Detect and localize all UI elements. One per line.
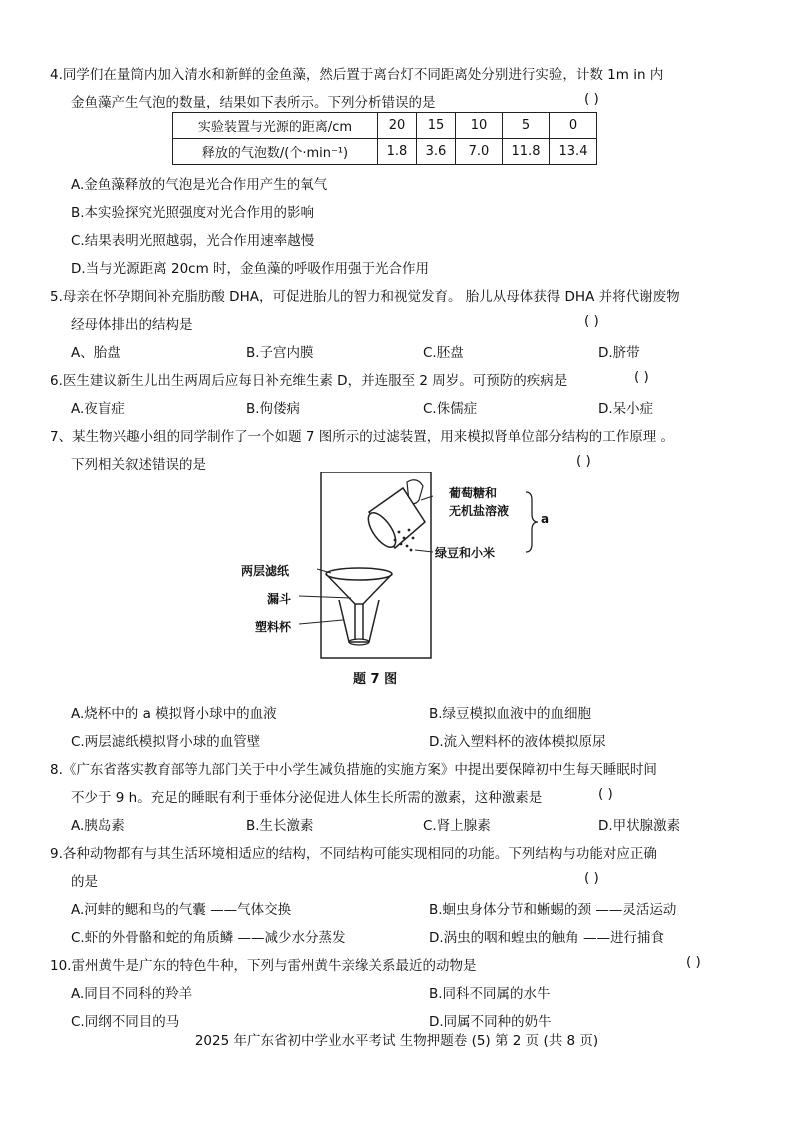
q4-answer-bracket: ( ) xyxy=(584,91,599,107)
q7-option-c: C.两层滤纸模拟肾小球的血管壁 xyxy=(71,734,261,750)
q6-option-b: B.佝偻病 xyxy=(246,401,301,417)
q5-option-b: B.子宫内膜 xyxy=(246,345,314,361)
fig-label-filter-paper: 两层滤纸 xyxy=(241,564,290,578)
q7-stem-line1: 7、某生物兴趣小组的同学制作了一个如题 7 图所示的过滤装置，用来模拟肾单位部分结构的工作原理 。 xyxy=(50,429,675,445)
q8-stem-line1: 8.《广东省落实教育部等九部门关于中小学生减负措施的实施方案》中提出要保障初中生每天睡眠时间 xyxy=(50,762,657,778)
q8-option-b: B.生长激素 xyxy=(246,818,314,834)
q9-stem-line1: 9.各种动物都有与其生活环境相适应的结构，不同结构可能实现相同的功能。下列结构与功能对应正确 xyxy=(50,846,657,862)
q10-option-a: A.同目不同科的羚羊 xyxy=(71,986,193,1002)
fig-label-plastic-cup: 塑料杯 xyxy=(255,620,292,634)
q9-option-a: A.河蚌的鳃和鸟的气囊 ——气体交换 xyxy=(71,902,292,918)
q8-option-c: C.肾上腺素 xyxy=(423,818,491,834)
q5-option-c: C.胚盘 xyxy=(423,345,464,361)
table-cell: 1.8 xyxy=(378,139,417,165)
q5-option-d: D.脐带 xyxy=(598,345,640,361)
q4-data-table xyxy=(172,112,597,165)
q6-option-d: D.呆小症 xyxy=(598,401,654,417)
q7-option-a: A.烧杯中的 a 模拟肾小球中的血液 xyxy=(71,706,277,722)
fig-label-beans: 绿豆和小米 xyxy=(435,546,496,560)
q4-stem-line2: 金鱼藻产生气泡的数量，结果如下表所示。下列分析错误的是 xyxy=(71,95,436,111)
table-cell: 3.6 xyxy=(417,139,456,165)
table-cell: 10 xyxy=(456,113,503,139)
q8-option-a: A.胰岛素 xyxy=(71,818,125,834)
fig-label-glucose-line1: 葡萄糖和 xyxy=(449,486,498,500)
q4-option-d: D.当与光源距离 20cm 时，金鱼藻的呼吸作用强于光合作用 xyxy=(71,261,430,277)
table-row-label: 实验装置与光源的距离/cm xyxy=(173,113,378,139)
fig-label-a: a xyxy=(541,512,550,526)
q7-stem-line2: 下列相关叙述错误的是 xyxy=(71,457,206,473)
q5-answer-bracket: ( ) xyxy=(584,313,599,329)
q6-option-c: C.侏儒症 xyxy=(423,401,478,417)
q7-option-d: D.流入塑料杯的液体模拟原尿 xyxy=(429,734,606,750)
q10-answer-bracket: ( ) xyxy=(686,954,701,970)
fig-label-glucose-line2: 无机盐溶液 xyxy=(449,504,510,518)
q7-figure xyxy=(239,472,555,694)
q4-option-a: A.金鱼藻释放的气泡是光合作用产生的氧气 xyxy=(71,177,328,193)
table-row-label: 释放的气泡数/(个·min⁻¹) xyxy=(173,139,378,165)
table-cell: 0 xyxy=(550,113,597,139)
q10-option-d: D.同属不同种的奶牛 xyxy=(429,1014,552,1030)
q5-stem-line2: 经母体排出的结构是 xyxy=(71,317,193,333)
q7-option-b: B.绿豆模拟血液中的血细胞 xyxy=(429,706,592,722)
q5-option-a: A、胎盘 xyxy=(71,345,121,361)
q9-stem-line2: 的是 xyxy=(71,874,98,890)
table-cell: 20 xyxy=(378,113,417,139)
figure-caption: 题 7 图 xyxy=(353,672,398,687)
table-cell: 7.0 xyxy=(456,139,503,165)
q10-option-b: B.同科不同属的水牛 xyxy=(429,986,551,1002)
q6-answer-bracket: ( ) xyxy=(634,369,649,385)
q8-option-d: D.甲状腺激素 xyxy=(598,818,681,834)
table-cell: 15 xyxy=(417,113,456,139)
page-footer: 2025 年广东省初中学业水平考试 生物押题卷 (5) 第 2 页 (共 8 页) xyxy=(194,1033,599,1049)
q7-answer-bracket: ( ) xyxy=(576,453,591,469)
q10-option-c: C.同纲不同目的马 xyxy=(71,1014,180,1030)
q9-answer-bracket: ( ) xyxy=(584,870,599,886)
table-cell: 13.4 xyxy=(550,139,597,165)
q9-option-b: B.蛔虫身体分节和蜥蜴的颈 ——灵活运动 xyxy=(429,902,677,918)
table-row xyxy=(173,113,597,139)
table-row xyxy=(173,139,597,165)
q6-stem-line1: 6.医生建议新生儿出生两周后应每日补充维生素 D，并连服至 2 周岁。可预防的疾病是 xyxy=(50,373,568,389)
q4-option-c: C.结果表明光照越弱，光合作用速率越慢 xyxy=(71,233,315,249)
q9-option-d: D.涡虫的咽和蝗虫的触角 ——进行捕食 xyxy=(429,930,664,946)
table-cell: 11.8 xyxy=(503,139,550,165)
q4-stem-line1: 4.同学们在量筒内加入清水和新鲜的金鱼藻，然后置于离台灯不同距离处分别进行实验，计数 1m in 内 xyxy=(50,67,664,83)
fig-label-funnel: 漏斗 xyxy=(267,592,292,606)
q10-stem-line1: 10.雷州黄牛是广东的特色牛种，下列与雷州黄牛亲缘关系最近的动物是 xyxy=(50,958,477,974)
table-cell: 5 xyxy=(503,113,550,139)
q9-option-c: C.虾的外骨骼和蛇的角质鳞 ——减少水分蒸发 xyxy=(71,930,346,946)
q6-option-a: A.夜盲症 xyxy=(71,401,125,417)
q8-answer-bracket: ( ) xyxy=(598,786,613,802)
q5-stem-line1: 5.母亲在怀孕期间补充脂肪酸 DHA，可促进胎儿的智力和视觉发育。 胎儿从母体获得 DHA 并将代谢废物 xyxy=(50,289,680,305)
q8-stem-line2: 不少于 9 h。充足的睡眠有利于垂体分泌促进人体生长所需的激素，这种激素是 xyxy=(71,790,543,806)
q4-option-b: B.本实验探究光照强度对光合作用的影响 xyxy=(71,205,315,221)
